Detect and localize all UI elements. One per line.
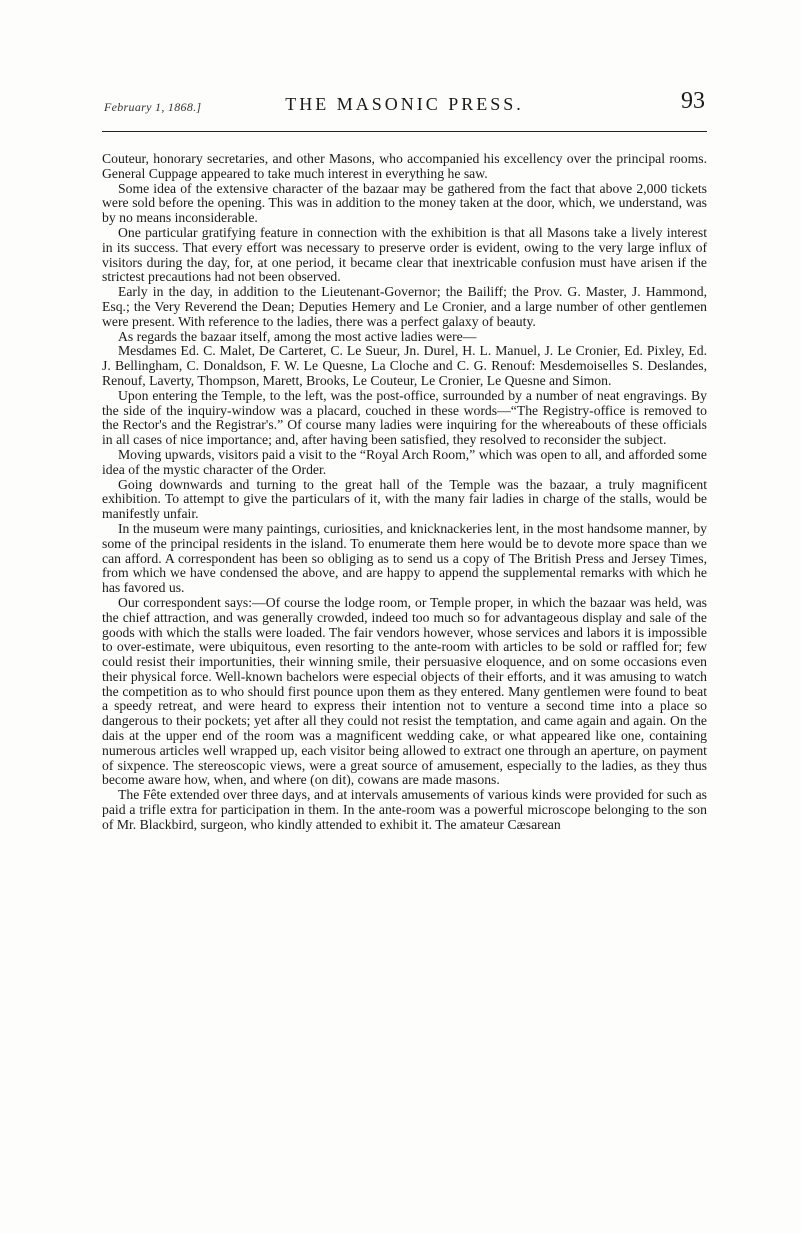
paragraph: Going downwards and turning to the great hall of the Temple was the bazaar, a truly magnificent exhibition. To attempt to give the particulars of it, with the many fair ladies in charge of the stalls, would be manifestly unfair. [102,476,707,522]
header-rule [102,131,707,132]
page-header [104,86,705,120]
header-title: THE MASONIC PRESS. [285,94,524,114]
paragraph: Our correspondent says:—Of course the lodge room, or Temple proper, in which the bazaar was held, was the chief attraction, and was generally crowded, indeed too much so for advantageous display and sale of the goods with which the stalls were loaded. The fair vendors however, whose services and labors it is impossible to over-estimate, were ubiquitous, even resorting to the ante-room with articles to be sold or raffled for; few could resist their importunities, their winning smile, their persuasive eloquence, and on some occasions even their physical force. Well-known bachelors were especial objects of their efforts, and it was amusing to watch the competition as to who should first pounce upon them as they entered. Many gentlemen were found to beat a speedy retreat, and were heard to express their intention not to venture a second time into a place so dangerous to their pockets; yet after all they could not resist the temptation, and came again and again. On the dais at the upper end of the room was a magnificent wedding cake, or what appeared like one, containing numerous articles well wrapped up, each visitor being allowed to extract one through an aperture, on payment of sixpence. The stereoscopic views, were a great source of amusement, especially to the ladies, as they thus become aware how, when, and where (on dit), cowans are made masons. [102,594,707,788]
header-page-number: 93 [681,88,705,114]
paragraph-ladies-list: Mesdames Ed. C. Malet, De Carteret, C. Le Sueur, Jn. Durel, H. L. Manuel, J. Le Cronier, Ed. Pixley, Ed. J. Bellingham, C. Donaldson, F. W. Le Quesne, La Cloche and C. G. Renouf: Mesdemoiselles S. Deslandes, Renouf, Laverty, Thompson, Marett, Brooks, Le Couteur, Le Cronier, Le Quesne and Simon. [102,343,707,388]
paragraph: Some idea of the extensive character of the bazaar may be gathered from the fact that above 2,000 tickets were sold before the opening. This was in addition to the money taken at the door, which, we understand, was by no means inconsiderable. [102,180,707,226]
paragraph: In the museum were many paintings, curiosities, and knicknackeries lent, in the most handsome manner, by some of the principal residents in the island. To enumerate them here would be to devote more space than we can afford. A correspondent has been so obliging as to send us a copy of The British Press and Jersey Times, from which we have condensed the above, and are happy to append the supplemental remarks with which he has favored us. [102,520,708,596]
paragraph: Couteur, honorary secretaries, and other Masons, who accompanied his excellency over the principal rooms. General Cuppage appeared to take much interest in everything he saw. [102,151,707,181]
article-body [102,152,707,833]
paragraph: Moving upwards, visitors paid a visit to the “Royal Arch Room,” which was open to all, and afforded some idea of the mystic character of the Order. [102,446,707,477]
paragraph: The Fête extended over three days, and at intervals amusements of various kinds were provided for such as paid a trifle extra for participation in them. In the ante-room was a powerful microscope belonging to the son of Mr. Blackbird, surgeon, who kindly attended to exhibit it. The amateur Cæsarean [102,787,707,832]
paragraph: Upon entering the Temple, to the left, was the post-office, surrounded by a number of neat engravings. By the side of the inquiry-window was a placard, couched in these words—“The Registry-office is removed to the Rector's and the Registrar's.” Of course many ladies were inquiring for the whereabouts of these officials in all cases of nice importance; and, after having been satisfied, they resolved to reconsider the subject. [102,387,707,448]
header-date: February 1, 1868.] [104,100,202,114]
paragraph: One particular gratifying feature in connection with the exhibition is that all Masons take a lively interest in its success. That every effort was necessary to preserve order is evident, owing to the very large influx of visitors during the day, for, at one period, it became clear that inextricable confusion must have arisen if the strictest precautions had not been observed. [102,224,707,285]
paragraph: As regards the bazaar itself, among the most active ladies were— [118,328,477,344]
paragraph: Early in the day, in addition to the Lieutenant-Governor; the Bailiff; the Prov. G. Master, J. Hammond, Esq.; the Very Reverend the Dean; Deputies Hemery and Le Cronier, and a large number of other gentlemen were present. With reference to the ladies, there was a perfect galaxy of beauty. [102,284,707,329]
